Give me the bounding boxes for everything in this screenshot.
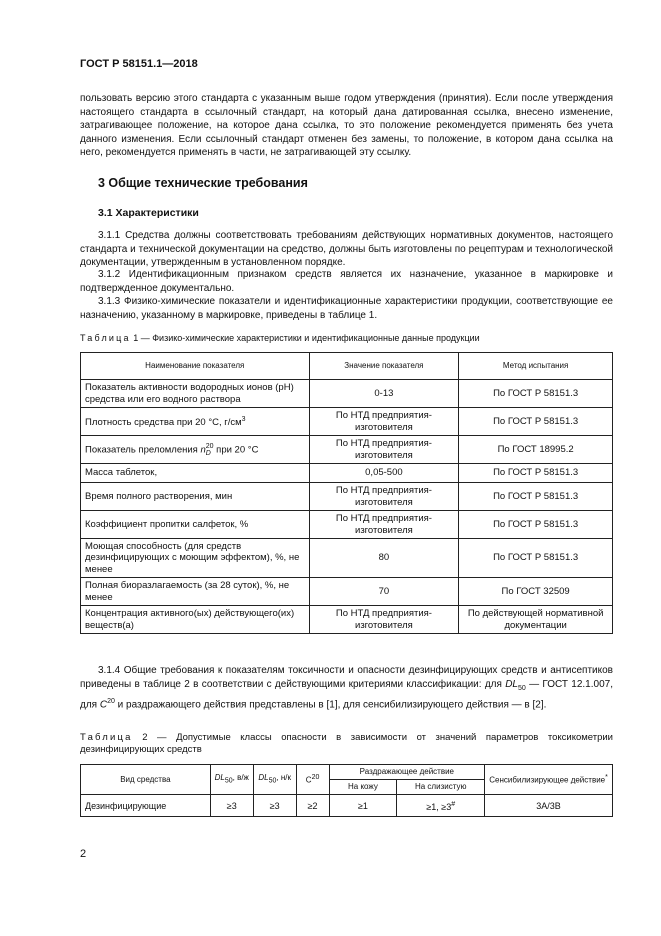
table-cell-method: По ГОСТ Р 58151.3 — [459, 511, 613, 539]
intro-paragraph: пользовать версию этого стандарта с указанным выше годом утверждения (принятия). Если после утверждения настоящего стандарта в ссылочный стандарт, на который дана датированная ссылка, внесено изменение, затрагивающее положение, на которое дана ссылка, то это положение рекомендуется применять без учета данного изменения. Если ссылочный стандарт отменен без замены, то положение, в котором дана ссылка на него, рекомендуется применять в части, не затрагивающей эту ссылку. — [80, 93, 613, 158]
dl-symbol: DL — [258, 772, 269, 782]
clause-3-1-4 — [80, 664, 613, 712]
document-code-header: ГОСТ Р 58151.1—2018 — [80, 58, 198, 70]
mucosa-mark: # — [451, 800, 456, 808]
table1-header-value: Значение показателя — [309, 353, 459, 380]
dl-symbol: DL — [214, 772, 225, 782]
table-cell-value: По НТД предприятия-изготовителя — [309, 511, 459, 539]
table-cell-name — [81, 436, 310, 464]
table2-cell-sensitizing: 3А/3В — [485, 795, 613, 817]
clause-3-1-4-part-d: и раздражающего действия представлены в [1], для сенсибилизирующего действия — в [2]. — [114, 699, 547, 711]
table2-cell-dl-nk: ≥3 — [253, 795, 296, 817]
table2-caption — [80, 732, 613, 756]
table2-cell-kind: Дезинфицирующие — [81, 795, 211, 817]
table-cell-method: По ГОСТ Р 58151.3 — [459, 408, 613, 436]
table2-header-dl-nk — [253, 765, 296, 795]
clause-3-1-4-part-b: — ГОСТ 12.1.007, для — [80, 678, 613, 711]
refraction-sup: 20 — [205, 442, 214, 450]
clause-3-1-1: 3.1.1 Средства должны соответствовать требованиям действующих нормативных документов, настоящего стандарта и технической документации на средство, должны быть изготовлены по рецептурам и технологической документации, утвержденным в установленном порядке. — [80, 230, 613, 268]
c-symbol: C — [305, 775, 312, 785]
table-row — [81, 483, 613, 511]
table2-cell-dl-vzh: ≥3 — [210, 795, 253, 817]
dl-subscript: 50 — [518, 684, 526, 692]
table2-caption-word: Таблица — [80, 732, 133, 743]
table-cell-name: Коэффициент пропитки салфеток, % — [81, 511, 310, 539]
row-name-tail: при 20 °C — [213, 444, 259, 456]
dl-vzh-suffix: , в/ж — [232, 772, 249, 782]
table-cell-value: 0-13 — [309, 380, 459, 408]
table-cell-method: По действующей нормативной документации — [459, 606, 613, 634]
table2-header-row — [81, 765, 613, 780]
table-row — [81, 606, 613, 634]
dl-symbol: DL — [505, 678, 518, 690]
row-name-text: Плотность средства при 20 °C, г/см — [85, 417, 242, 429]
sensitizing-label: Сенсибилизирующее действие — [489, 775, 606, 785]
table-row — [81, 464, 613, 483]
table2 — [80, 764, 613, 817]
table2-header-dl-vzh — [210, 765, 253, 795]
dl-subscript: 50 — [224, 777, 233, 785]
table-cell-name: Концентрация активного(ых) действующего(их) веществ(а) — [81, 606, 310, 634]
table-cell-name: Моющая способность (для средств дезинфицирующих с моющим эффектом), %, не менее — [81, 539, 310, 578]
table-cell-method: По ГОСТ Р 58151.3 — [459, 380, 613, 408]
table2-header-skin: На кожу — [329, 780, 397, 795]
table1-header-row — [81, 353, 613, 380]
table-cell-value: 70 — [309, 578, 459, 606]
table-row — [81, 539, 613, 578]
clause-3-1-4-part-a: 3.1.4 Общие требования к показателям токсичности и опасности дезинфицирующих средств и антисептиков приведены в таблице 2 в соответствии с действующими критериями классификации: для — [80, 665, 613, 690]
table-cell-name: Время полного растворения, мин — [81, 483, 310, 511]
table-cell-method: По ГОСТ 32509 — [459, 578, 613, 606]
table-cell-method: По ГОСТ Р 58151.3 — [459, 483, 613, 511]
table1-caption — [80, 333, 620, 343]
table2-header-irritant: Раздражающее действие — [329, 765, 485, 780]
refraction-symbol: n — [200, 444, 206, 456]
c-superscript: 20 — [107, 698, 115, 705]
table-cell-value: По НТД предприятия-изготовителя — [309, 408, 459, 436]
table-row — [81, 511, 613, 539]
table-cell-value: 0,05-500 — [309, 464, 459, 483]
dl-nk-suffix: , н/к — [276, 772, 291, 782]
table1-caption-text: 1 — Физико-химические характеристики и идентификационные данные продукции — [130, 333, 480, 343]
row-name-text: Показатель преломления — [85, 444, 201, 456]
dl-subscript: 50 — [268, 777, 277, 785]
table2-header-c20 — [296, 765, 329, 795]
table-row — [81, 436, 613, 464]
table-row — [81, 578, 613, 606]
table2-cell-c20: ≥2 — [296, 795, 329, 817]
table1-header-method: Метод испытания — [459, 353, 613, 380]
table-cell-method: По ГОСТ Р 58151.3 — [459, 539, 613, 578]
table2-caption-text: 2 — Допустимые классы опасности в зависимости от значений параметров токсикометрии дезинфицирующих средств — [80, 732, 613, 755]
section-title: 3 Общие технические требования — [98, 176, 308, 190]
table2-cell-mucosa — [397, 795, 485, 817]
table1-header-name: Наименование показателя — [81, 353, 310, 380]
table1 — [80, 352, 613, 634]
table-cell-value: По НТД предприятия-изготовителя — [309, 483, 459, 511]
table-cell-value: По НТД предприятия-изготовителя — [309, 606, 459, 634]
c-symbol: C — [99, 699, 108, 711]
table-cell-method: По ГОСТ 18995.2 — [459, 436, 613, 464]
table2-header-mucosa: На слизистую — [397, 780, 485, 795]
table-cell-method: По ГОСТ Р 58151.3 — [459, 464, 613, 483]
table1-caption-word: Таблица — [80, 333, 131, 343]
refraction-sub: D — [205, 449, 211, 457]
mucosa-value: ≥1, ≥3 — [426, 801, 452, 812]
c-superscript: 20 — [311, 774, 320, 782]
table-row — [81, 408, 613, 436]
table-cell-value: 80 — [309, 539, 459, 578]
page-number: 2 — [80, 848, 87, 860]
clause-3-1-2: 3.1.2 Идентификационным признаком средств является их назначение, указанное в маркировке и подтвержденное документально. — [80, 269, 613, 294]
table-cell-name — [81, 408, 310, 436]
sensitizing-mark: * — [605, 774, 608, 782]
subsection-title: 3.1 Характеристики — [98, 207, 199, 219]
table-row — [81, 795, 613, 817]
table-cell-name: Показатель активности водородных ионов (pH) средства или его водного раствора — [81, 380, 310, 408]
table2-header-sensitizing — [485, 765, 613, 795]
table2-header-kind: Вид средства — [81, 765, 211, 795]
table-row — [81, 380, 613, 408]
table-cell-name: Полная биоразлагаемость (за 28 суток), %, не менее — [81, 578, 310, 606]
row-name-sup: 3 — [241, 416, 246, 424]
table-cell-name: Масса таблеток, — [81, 464, 310, 483]
table2-cell-skin: ≥1 — [329, 795, 397, 817]
clause-3-1-3: 3.1.3 Физико-химические показатели и идентификационные характеристики продукции, соответствующие ее назначению, указанному в маркировке, приведены в таблице 1. — [80, 296, 613, 321]
table-cell-value: По НТД предприятия-изготовителя — [309, 436, 459, 464]
